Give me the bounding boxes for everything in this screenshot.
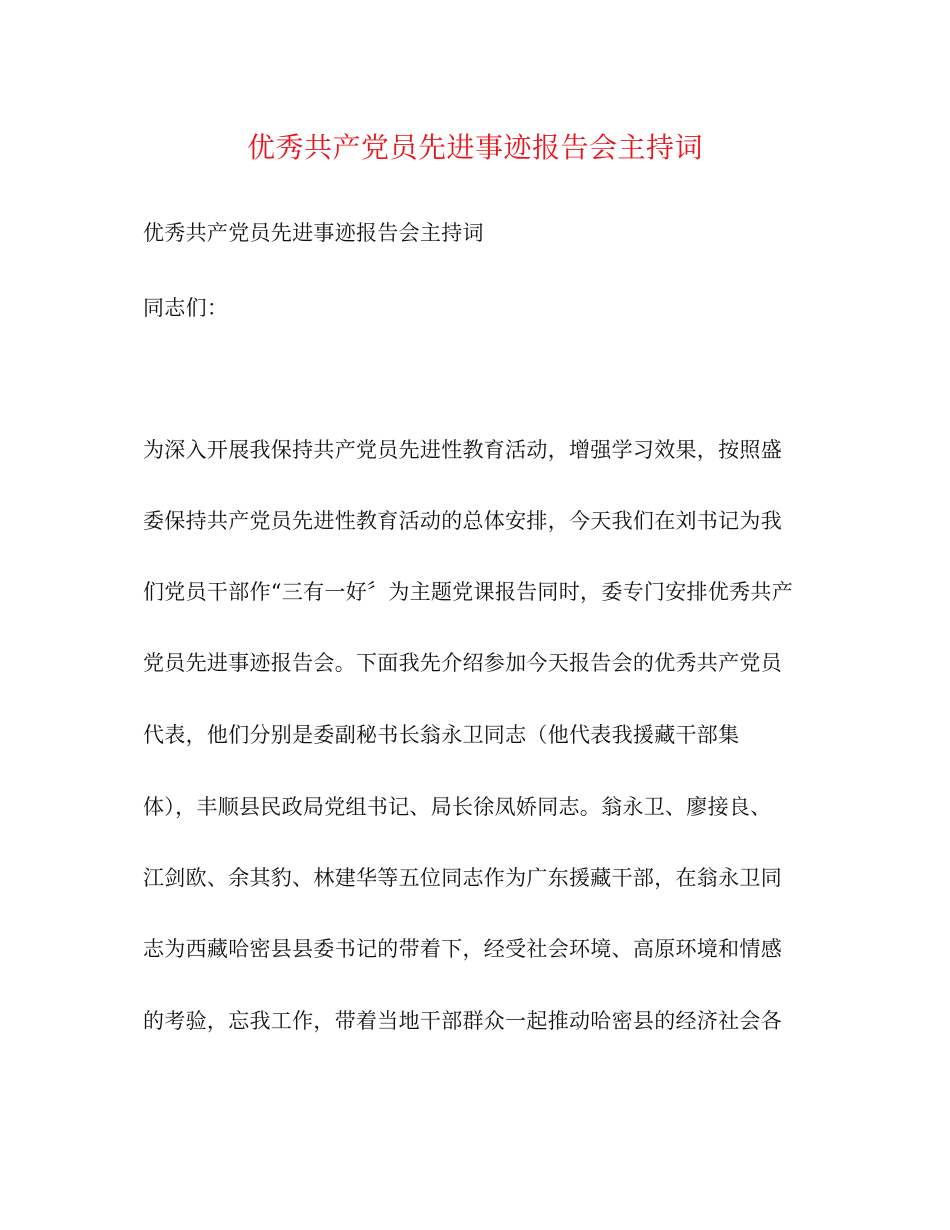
body-line: 为深入开展我保持共产党员先进性教育活动，增强学习效果，按照盛: [143, 438, 782, 462]
body-line: 江剑欧、余其豹、林建华等五位同志作为广东援藏干部，在翁永卫同: [143, 866, 782, 890]
body-line: 代表，他们分别是委副秘书长翁永卫同志（他代表我援藏干部集: [143, 723, 740, 747]
body-line: 们党员干部作“三有一好〞为主题党课报告同时，委专门安排优秀共产: [143, 580, 794, 604]
body-line: 志为西藏哈密县县委书记的带着下，经受社会环境、高原环境和情感: [143, 937, 782, 961]
greeting: 同志们：: [143, 296, 229, 320]
body-line: 的考验，忘我工作，带着当地干部群众一起推动哈密县的经济社会各: [143, 1009, 782, 1033]
body-line: 体），丰顺县民政局党组书记、局长徐凤娇同志。翁永卫、廖接良、: [143, 795, 772, 819]
body-line: 党员先进事迹报告会。下面我先介绍参加今天报告会的优秀共产党员: [143, 651, 782, 675]
document-title: 优秀共产党员先进事迹报告会主持词: [246, 131, 703, 164]
body-line: 委保持共产党员先进性教育活动的总体安排，今天我们在刘书记为我: [143, 509, 782, 533]
document-subtitle: 优秀共产党员先进事迹报告会主持词: [143, 221, 484, 245]
